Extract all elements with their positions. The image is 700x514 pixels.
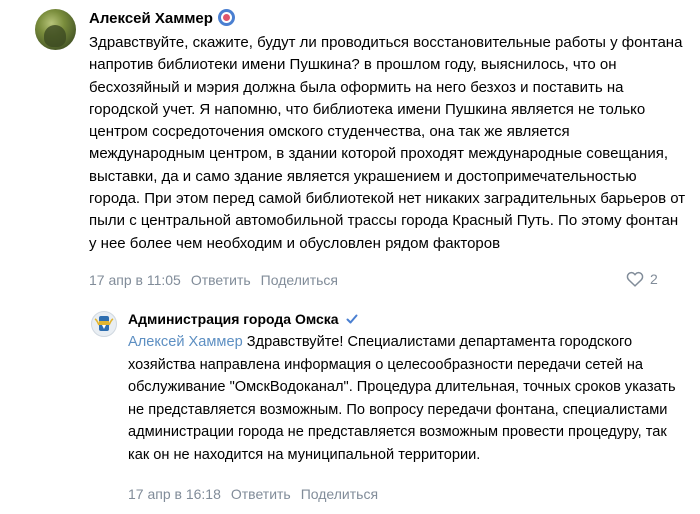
- reply-share-button[interactable]: Поделиться: [300, 486, 379, 502]
- reply-mention-link[interactable]: Алексей Хаммер: [128, 334, 243, 350]
- reply-body: Здравствуйте! Специалистами департамента городского хозяйства направлена информация о целесообразности передачи сетей на обслуживание "ОмскВодоканал". Процедура длительная, точных сроков указать не представляется возможным. По вопросу передачи фонтана, специалистами администрации города не представляется возможным провести процедуру, так как он не находится на муниципальной территории.: [128, 334, 676, 463]
- reply-author-name[interactable]: Администрация города Омска: [128, 311, 339, 327]
- reply-timestamp[interactable]: 17 апр в 16:18: [128, 486, 221, 502]
- like-count: 2: [650, 271, 658, 287]
- like-button[interactable]: [626, 271, 658, 287]
- comment-meta: [89, 272, 348, 288]
- heart-icon: [626, 271, 644, 287]
- reply-text: [128, 331, 688, 467]
- reply-author[interactable]: [128, 311, 359, 327]
- comment-timestamp[interactable]: 17 апр в 11:05: [89, 272, 181, 288]
- reply-meta: [128, 486, 388, 502]
- reply-reply-button[interactable]: Ответить: [230, 486, 291, 502]
- comment-share-button[interactable]: Поделиться: [260, 272, 338, 288]
- comment-author[interactable]: [89, 10, 235, 27]
- verified-check-icon: [345, 312, 359, 326]
- city-emblem-icon: [92, 312, 116, 336]
- donut-badge-icon: [218, 9, 235, 26]
- comment-reply-button[interactable]: Ответить: [190, 272, 251, 288]
- author-avatar[interactable]: [35, 9, 76, 50]
- reply-author-avatar[interactable]: [91, 311, 117, 337]
- comment-text: Здравствуйте, скажите, будут ли проводиться восстановительные работы у фонтана напротив библиотеки имени Пушкина? в прошлом году, выяснилось, что он бесхозяйный и мэрия должна была оформить на него безхоз и поставить на городской учет. Я напомню, что библиотека имени Пушкина является не только центром сосредоточения омского студенчества, она так же является международным центром, в здании которой проходят международные совещания, выставки, да и само здание является украшением и достопримечательностью города. При этом перед самой библиотекой нет никаких заградительных барьеров от пыли с центральной автомобильной трассы города Красный Путь. По этому фонтан у нее более чем необходим и обусловлен рядом факторов: [89, 34, 686, 252]
- comment-author-name[interactable]: Алексей Хаммер: [89, 10, 213, 27]
